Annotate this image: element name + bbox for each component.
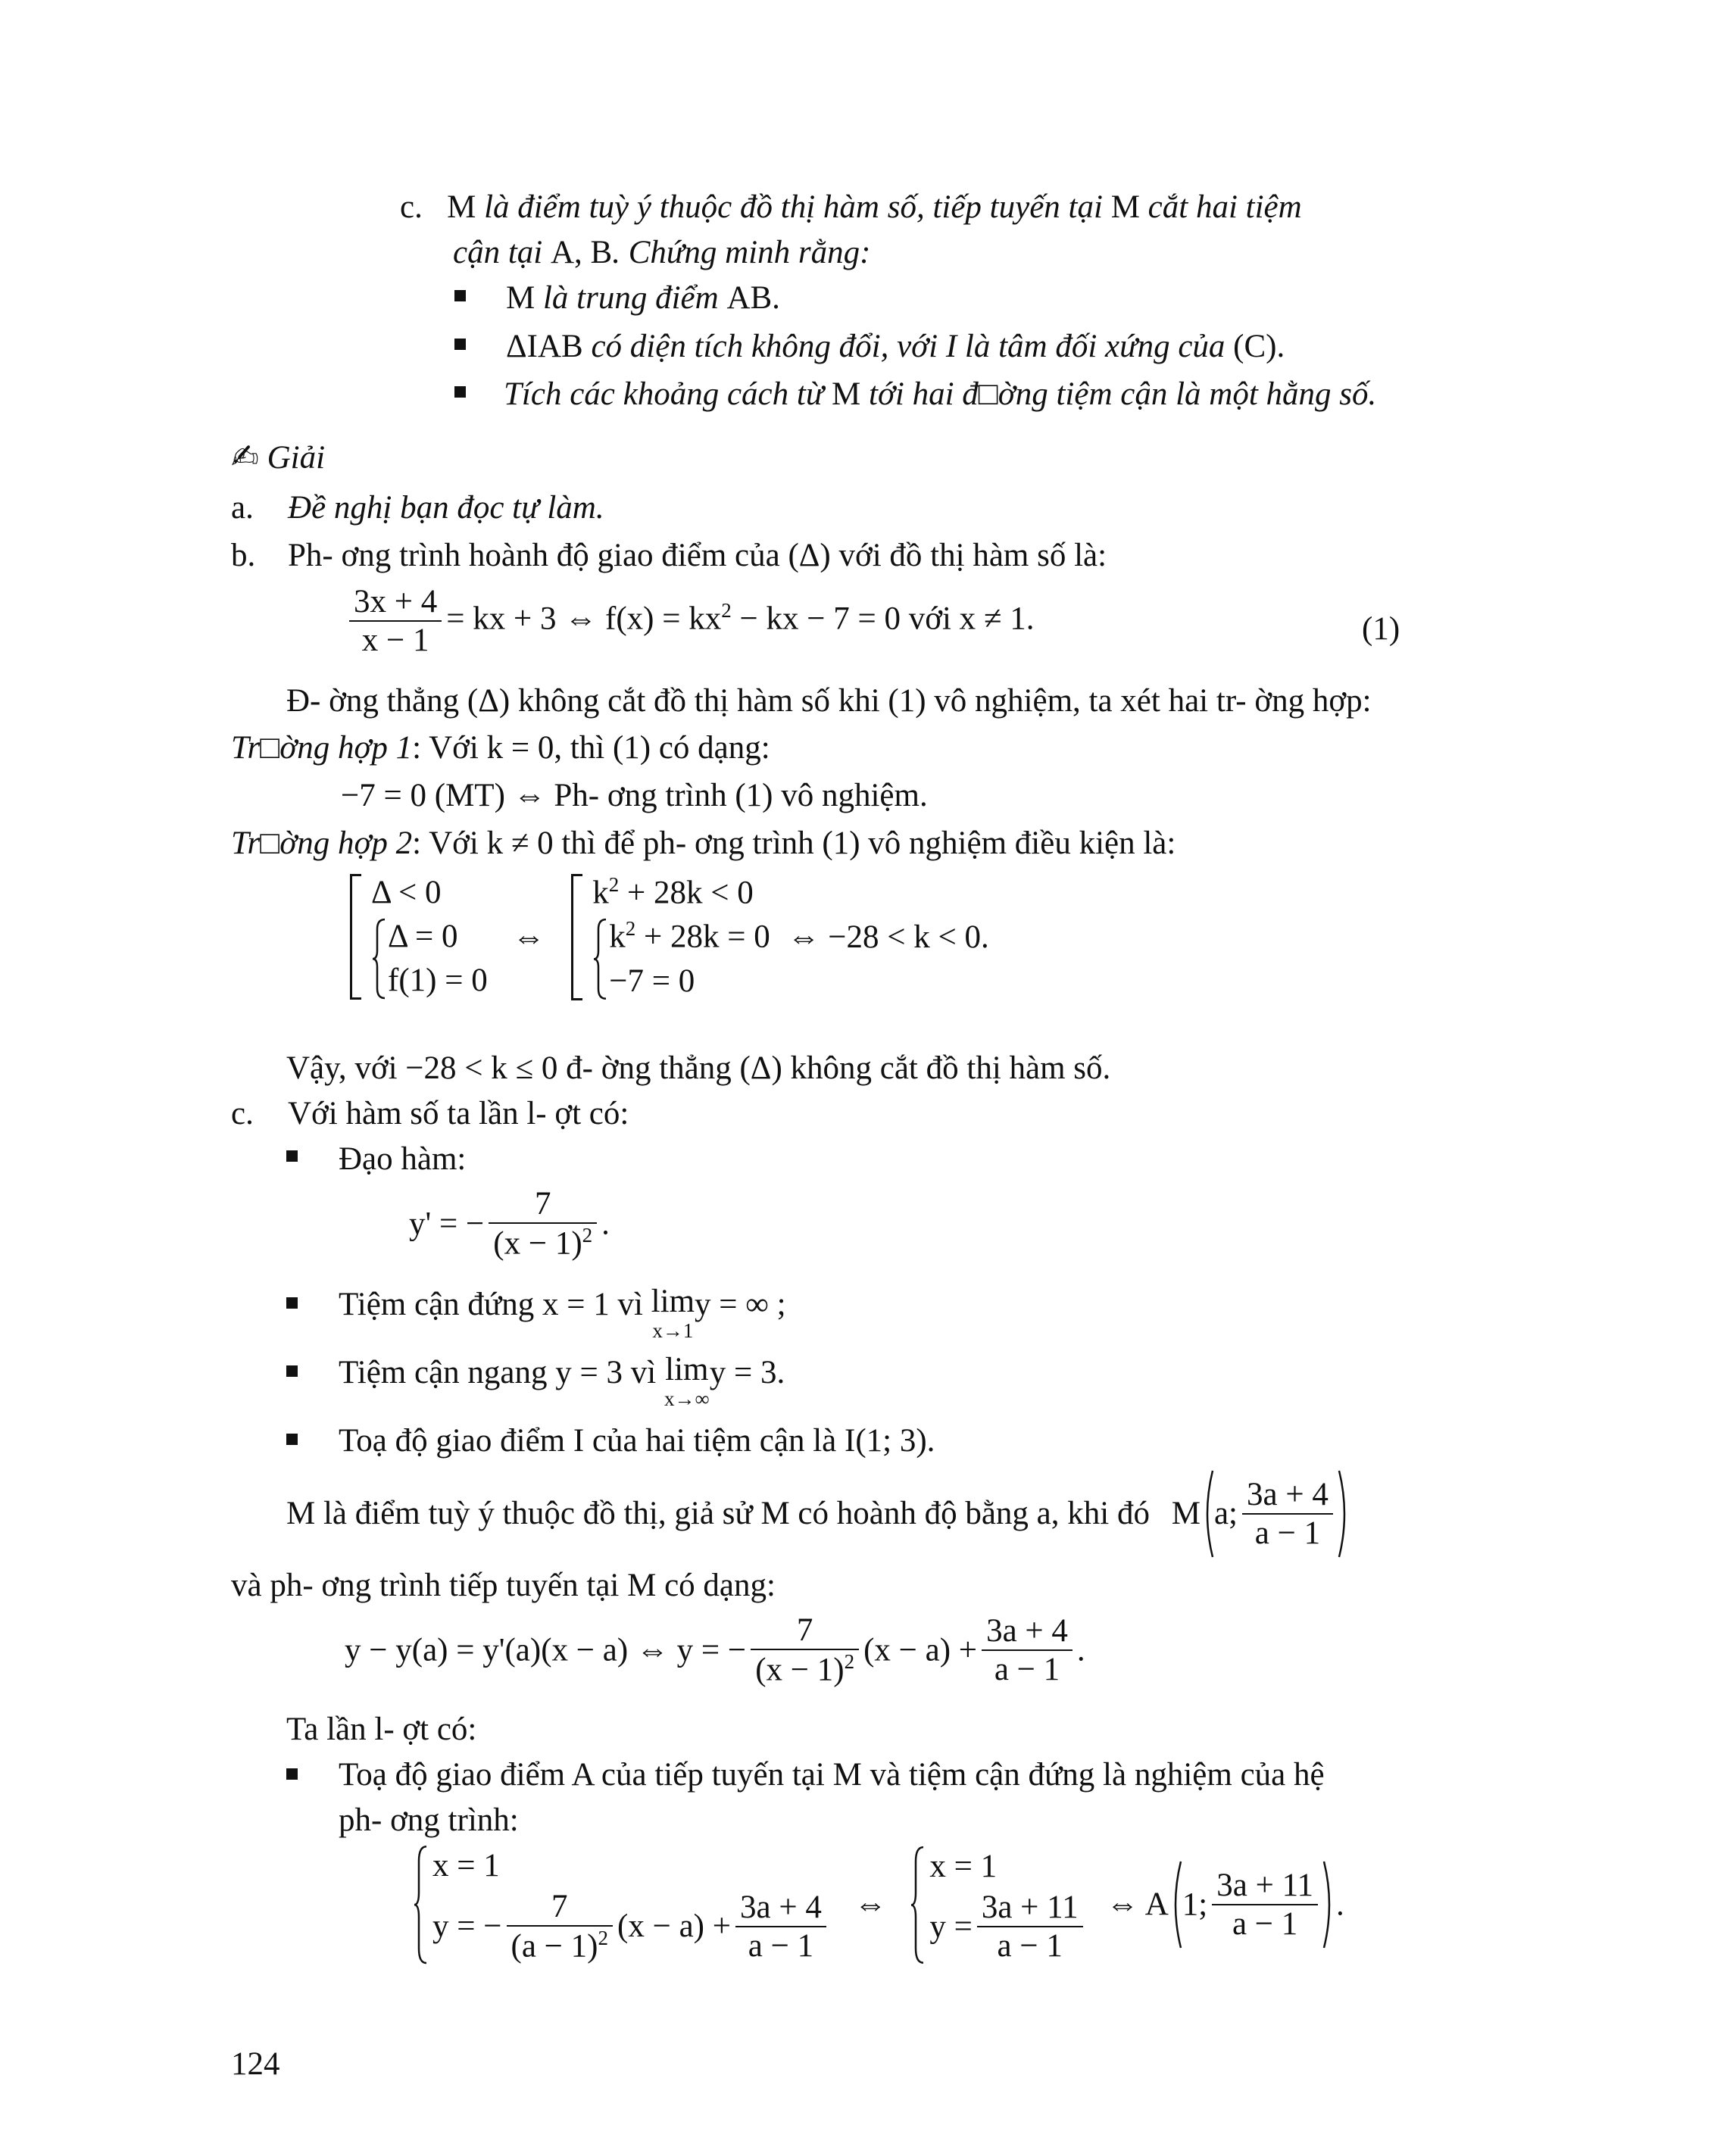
page-number: 124 bbox=[231, 2046, 280, 2082]
point-a-text-2: ph- ơng trình: bbox=[339, 1802, 519, 1838]
case-1: Tr□ờng hợp 1: Với k = 0, thì (1) có dạng: bbox=[231, 730, 770, 766]
bracket-system-left: Δ < 0 Δ = 0 f(1) = 0 bbox=[348, 871, 488, 1003]
fraction: $\frac{3a + 11}{a - 1}$ bbox=[1212, 1867, 1318, 1943]
point-a-text-1: Toạ độ giao điểm A của tiếp tuyến tại M và tiệm cận đứng là nghiệm của hệ bbox=[339, 1757, 1325, 1793]
condition-system: Δ < 0 Δ = 0 f(1) = 0 ⇔ $k^2 + 28k < 0$ $k^2 + 28k = 0$ −7 = 0 ⇔ −28 < k < 0. bbox=[348, 871, 989, 1003]
brace-system-2: x = 1 y = $\frac{3a + 11}{a - 1}$ bbox=[910, 1845, 1087, 1965]
solution-a: a. Đề nghị bạn đọc tự làm. bbox=[231, 490, 604, 526]
left-paren-icon bbox=[1201, 1469, 1214, 1559]
brace-icon bbox=[413, 1844, 429, 1965]
brace-icon bbox=[592, 918, 609, 1000]
solution-heading: ✍ Giải bbox=[231, 438, 326, 476]
left-paren-icon bbox=[1169, 1860, 1182, 1949]
bullet-square-icon bbox=[286, 1297, 298, 1309]
bullet-square-icon bbox=[454, 290, 466, 301]
fraction: $\frac{3a + 4}{a - 1}$ bbox=[982, 1612, 1073, 1689]
writing-hand-icon: ✍ bbox=[231, 438, 259, 476]
solution-b: b. Ph- ơng trình hoành độ giao điểm của (Δ) với đồ thị hàm số là: bbox=[231, 538, 1107, 573]
fraction: $\frac{3x + 4}{x - 1}$ bbox=[349, 583, 442, 660]
equation-1: $\frac{3x + 4}{x - 1}$ = kx + 3 ⇔ $f(x) = kx^2$ − kx − 7 = 0 với x ≠ 1. bbox=[345, 583, 1035, 660]
derivative-formula: y' = − $\frac{7}{(x - 1)^2}$ . bbox=[409, 1186, 610, 1262]
ta-lan-luot: Ta lần l- ợt có: bbox=[286, 1712, 477, 1747]
bullet-square-icon bbox=[286, 1365, 298, 1377]
m-point-line: M là điểm tuỳ ý thuộc đồ thị, giả sử M có hoành độ bằng a, khi đó M a; $\frac{3a + 4}{a - 1}$ bbox=[286, 1469, 1351, 1559]
horizontal-asymptote: Tiệm cận ngang y = 3 vì lim x→∞ y = 3. bbox=[339, 1352, 785, 1410]
point-a-system: x = 1 y = − $\frac{7}{(a - 1)^2}$ (x − a) + $\frac{3a + 4}{a - 1}$ ⇔ x = 1 y = $\frac{3a + 11}{a - 1}$ ⇔ A 1; $\frac{3a + 11}{a - 1}$ . bbox=[413, 1844, 1344, 1965]
brace-icon bbox=[371, 918, 388, 1000]
vertical-asymptote: Tiệm cận đứng x = 1 vì lim x→1 y = ∞ ; bbox=[339, 1284, 786, 1342]
bullet-square-icon bbox=[286, 1434, 298, 1445]
right-paren-icon bbox=[1338, 1469, 1351, 1559]
fraction: $\frac{7}{(x - 1)^2}$ bbox=[751, 1612, 859, 1689]
fraction: $\frac{3a + 4}{a - 1}$ bbox=[735, 1889, 826, 1965]
tangent-equation: y − y(a) = y'(a)(x − a) ⇔ y = − $\frac{7}{(x - 1)^2}$ (x − a) + $\frac{3a + 4}{a - 1}$ . bbox=[345, 1612, 1085, 1688]
bullet-square-icon bbox=[286, 1150, 298, 1162]
fraction: $\frac{3a + 11}{a - 1}$ bbox=[977, 1889, 1083, 1965]
problem-c-bullet-2: ΔIAB có diện tích không đổi, với I là tâm đối xứng của (C). bbox=[506, 329, 1285, 364]
asymptote-center: Toạ độ giao điểm I của hai tiệm cận là I(1; 3). bbox=[339, 1423, 935, 1459]
equation-1-tag: (1) bbox=[1362, 611, 1400, 647]
brace-icon bbox=[910, 1845, 926, 1965]
brace-system-1: x = 1 y = − $\frac{7}{(a - 1)^2}$ (x − a) + $\frac{3a + 4}{a - 1}$ bbox=[413, 1844, 831, 1965]
problem-c-line2: cận tại A, B. Chứng minh rằng: bbox=[453, 235, 871, 270]
case-2: Tr□ờng hợp 2: Với k ≠ 0 thì để ph- ơng trình (1) vô nghiệm điều kiện là: bbox=[231, 825, 1176, 861]
bullet-square-icon bbox=[454, 386, 466, 398]
fraction: $\frac{7}{(x - 1)^2}$ bbox=[489, 1185, 597, 1262]
solution-c: c. Với hàm số ta lần l- ợt có: bbox=[231, 1096, 629, 1131]
case-1-equation: −7 = 0 (MT) ⇔ Ph- ơng trình (1) vô nghiệm. bbox=[341, 778, 928, 813]
bracket-system-right: $k^2 + 28k < 0$ $k^2 + 28k = 0$ −7 = 0 bbox=[570, 871, 770, 1003]
conclusion: Vậy, với −28 < k ≤ 0 đ- ờng thẳng (Δ) không cắt đồ thị hàm số. bbox=[286, 1050, 1111, 1086]
problem-c-bullet-3: Tích các khoảng cách từ M tới hai đ□ờng tiệm cận là một hằng số. bbox=[504, 376, 1377, 412]
solution-line-cases: Đ- ờng thẳng (Δ) không cắt đồ thị hàm số khi (1) vô nghiệm, ta xét hai tr- ờng hợp: bbox=[286, 683, 1372, 719]
fraction: $\frac{3a + 4}{a - 1}$ bbox=[1242, 1476, 1333, 1553]
problem-c-line1: c. M là điểm tuỳ ý thuộc đồ thị hàm số, tiếp tuyến tại M cắt hai tiệm bbox=[400, 189, 1302, 225]
derivative-label: Đạo hàm: bbox=[339, 1141, 467, 1177]
problem-c-bullet-1: M là trung điểm AB. bbox=[506, 280, 780, 316]
bullet-square-icon bbox=[286, 1768, 298, 1780]
tangent-intro: và ph- ơng trình tiếp tuyến tại M có dạng: bbox=[231, 1568, 776, 1603]
fraction: $\frac{7}{(a - 1)^2}$ bbox=[507, 1888, 613, 1965]
bullet-square-icon bbox=[454, 339, 466, 350]
right-paren-icon bbox=[1322, 1860, 1336, 1949]
